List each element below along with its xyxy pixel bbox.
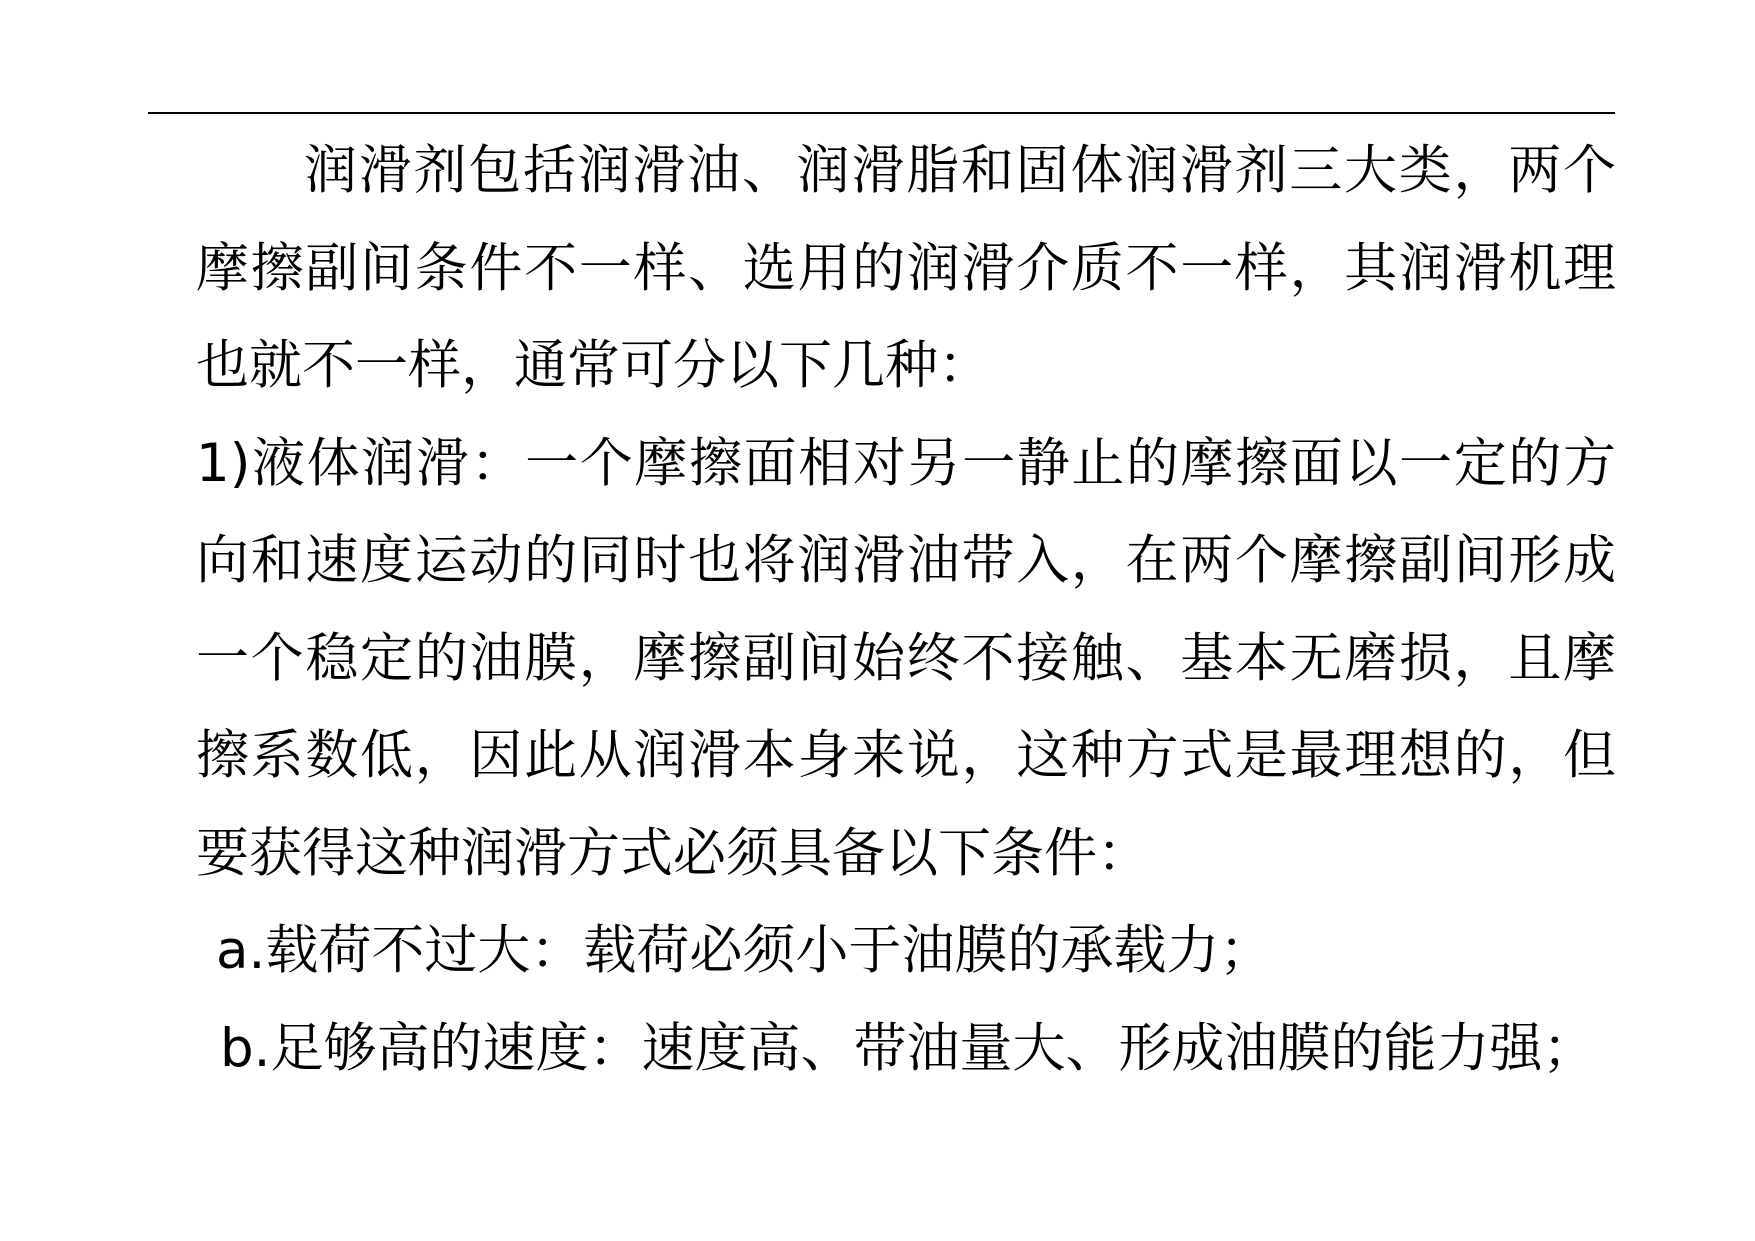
condition-a: a.载荷不过大：载荷必须小于油膜的承载力； (216, 920, 1273, 981)
paragraph-1-line-1: 润滑剂包括润滑油、润滑脂和固体润滑剂三大类，两个 (304, 140, 1616, 201)
paragraph-2-line-2: 向和速度运动的同时也将润滑油带入，在两个摩擦副间形成 (196, 530, 1616, 591)
paragraph-1-line-3: 也就不一样，通常可分以下几种： (196, 335, 991, 396)
paragraph-1-line-2: 摩擦副间条件不一样、选用的润滑介质不一样，其润滑机理 (196, 237, 1616, 299)
paragraph-2-line-1: 1)液体润滑：一个摩擦面相对另一静止的摩擦面以一定的方 (196, 432, 1616, 494)
document-body (196, 122, 1616, 1097)
paragraph-2-line-4: 擦系数低，因此从润滑本身来说，这种方式是最理想的，但 (196, 725, 1616, 786)
header-rule (148, 112, 1615, 114)
condition-b: b.足够高的速度：速度高、带油量大、形成油膜的能力强； (220, 1017, 1596, 1079)
paragraph-2-line-5: 要获得这种润滑方式必须具备以下条件： (196, 822, 1150, 884)
paragraph-2-line-3: 一个稳定的油膜，摩擦副间始终不接触、基本无磨损，且摩 (196, 627, 1616, 689)
